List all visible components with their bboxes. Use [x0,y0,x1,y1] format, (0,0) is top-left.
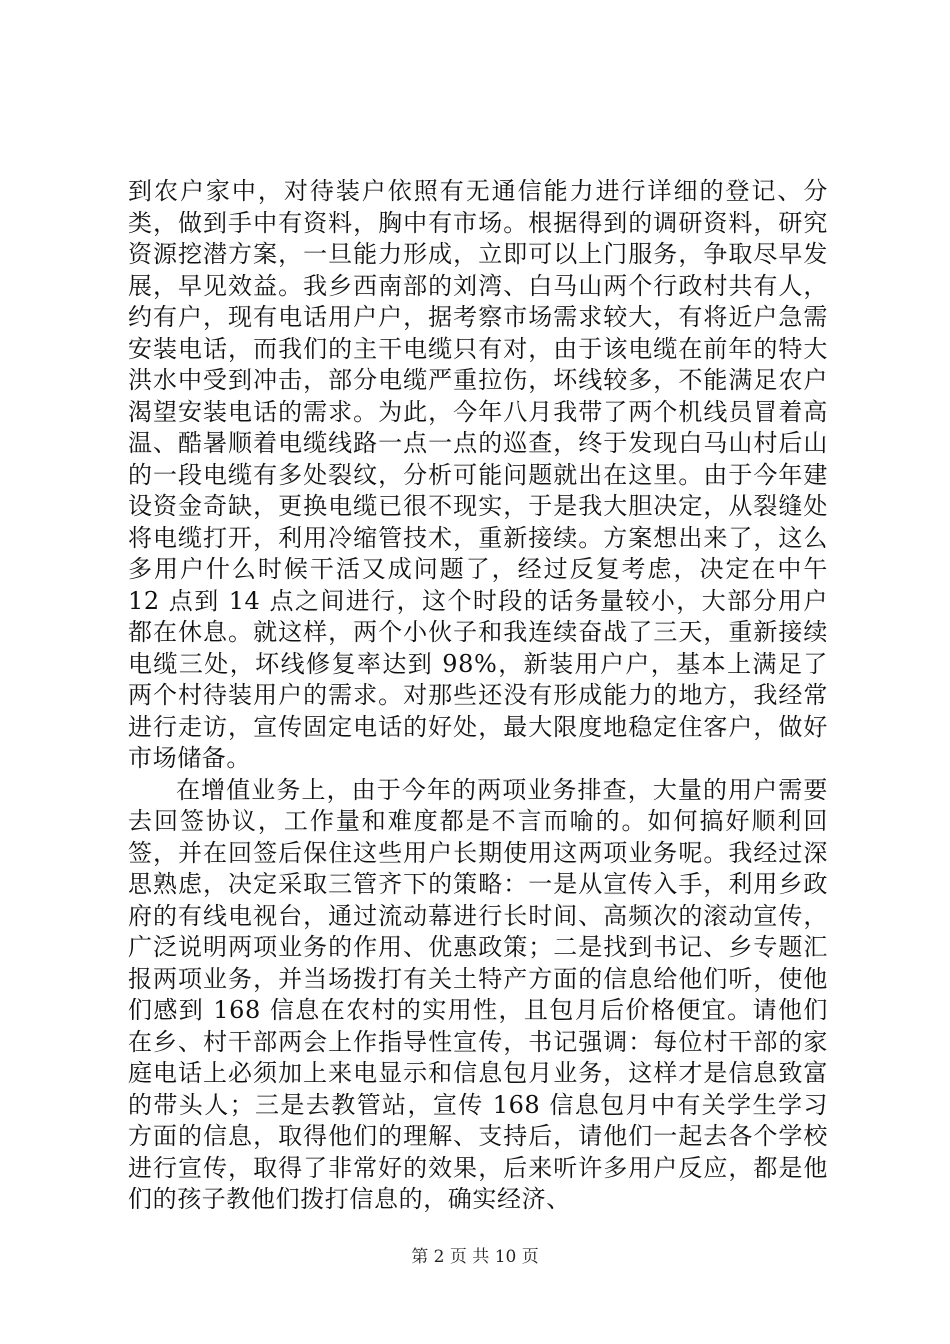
page-footer: 第 2 页 共 10 页 [411,1247,539,1267]
document-body [128,176,828,1216]
paragraph-1: 到农户家中，对待装户依照有无通信能力进行详细的登记、分类，做到手中有资料，胸中有市场。根据得到的调研资料，研究资源挖潜方案，一旦能力形成，立即可以上门服务，争取尽早发展，早见效益。我乡西南部的刘湾、白马山两个行政村共有人，约有户，现有电话用户户，据考察市场需求较大，有将近户急需安装电话，而我们的主干电缆只有对，由于该电缆在前年的特大洪水中受到冲击，部分电缆严重拉伤，坏线较多，不能满足农户渴望安装电话的需求。为此，今年八月我带了两个机线员冒着高温、酷暑顺着电缆线路一点一点的巡查，终于发现白马山村后山的一段电缆有多处裂纹，分析可能问题就出在这里。由于今年建设资金奇缺，更换电缆已很不现实，于是我大胆决定，从裂缝处将电缆打开，利用冷缩管技术，重新接续。方案想出来了，这么多用户什么时候干活又成问题了，经过反复考虑，决定在中午 12 点到 14 点之间进行，这个时段的话务量较小，大部分用户都在休息。就这样，两个小伙子和我连续奋战了三天，重新接续电缆三处，坏线修复率达到 98%，新装用户户，基本上满足了两个村待装用户的需求。对那些还没有形成能力的地方，我经常进行走访，宣传固定电话的好处，最大限度地稳定住客户，做好市场储备。 [128,177,828,772]
paragraph-2: 在增值业务上，由于今年的两项业务排查，大量的用户需要去回签协议，工作量和难度都是不言而喻的。如何搞好顺利回签，并在回签后保住这些用户长期使用这两项业务呢。我经过深思熟虑，决定采取三管齐下的策略：一是从宣传入手，利用乡政府的有线电视台，通过流动幕进行长时间、高频次的滚动宣传，广泛说明两项业务的作用、优惠政策；二是找到书记、乡专题汇报两项业务，并当场拨打有关土特产方面的信息给他们听，使他们感到 168 信息在农村的实用性，且包月后价格便宜。请他们在乡、村干部两会上作指导性宣传，书记强调：每位村干部的家庭电话上必须加上来电显示和信息包月业务，这样才是信息致富的带头人；三是去教管站，宣传 168 信息包月中有关学生学习方面的信息，取得他们的理解、支持后，请他们一起去各个学校进行宣传，取得了非常好的效果，后来听许多用户反应，都是他们的孩子教他们拨打信息的，确实经济、 [128,775,828,1213]
